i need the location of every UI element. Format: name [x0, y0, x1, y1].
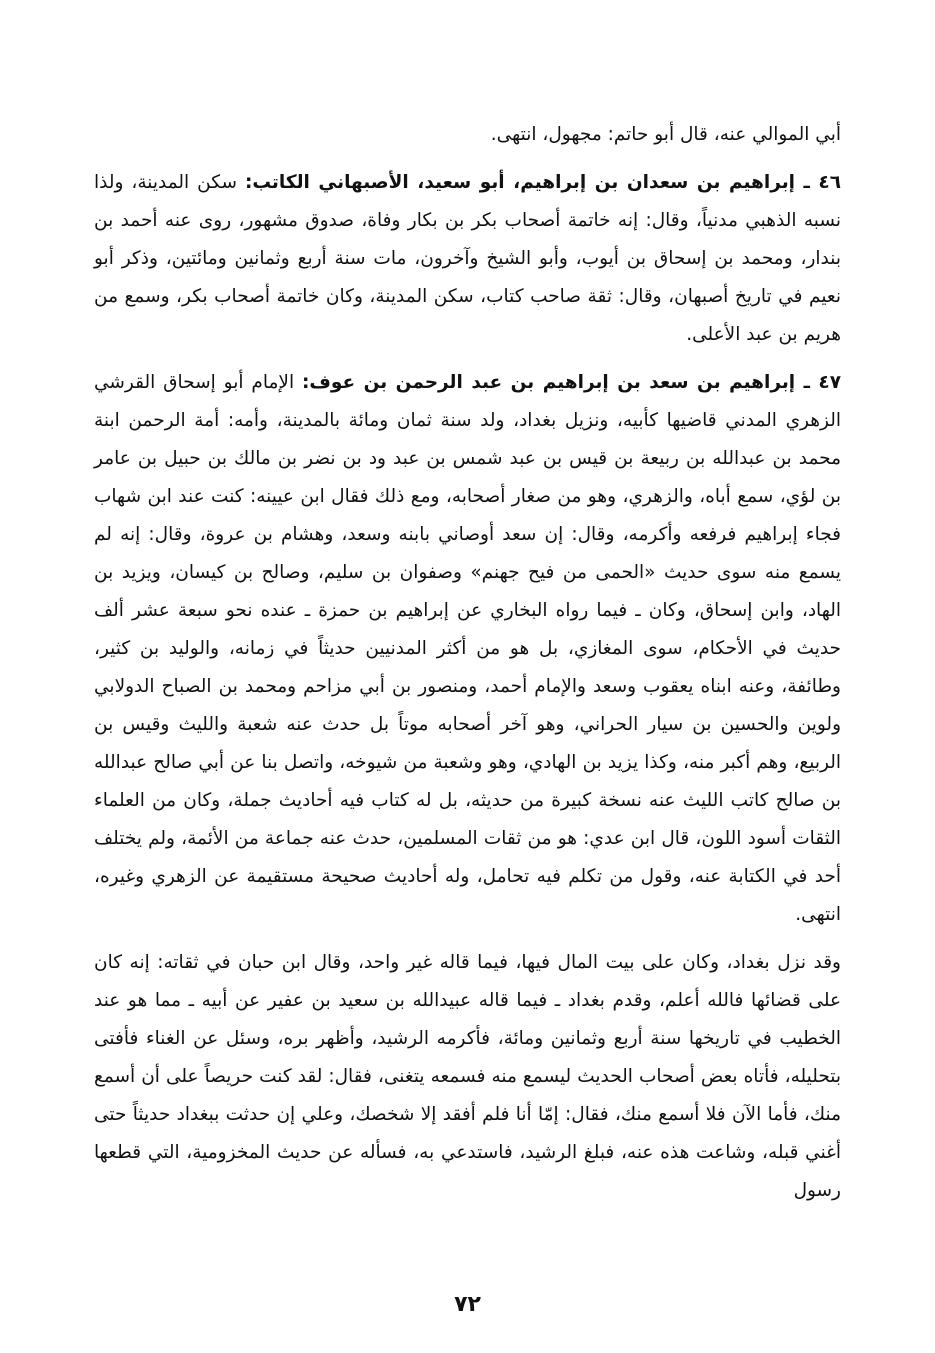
page-number: ٧٢ — [454, 1292, 481, 1317]
entry-46 — [94, 164, 841, 354]
paragraph-gap — [94, 934, 841, 944]
entry-text: سكن المدينة، ولذا نسبه الذهبي مدنياً، وقال: إنه خاتمة أصحاب بكر بن بكار وفاة، صدوق مشهور، روى عنه أحمد بن بندار، ومحمد بن إسحاق بن أيوب، وأبو الشيخ وآخرون، مات سنة أربع وثمانين ومائتين، وذكر أبو نعيم في تاريخ أصبهان، وقال: ثقة صاحب كتاب، سكن المدينة، وكان خاتمة أصحاب بكر، وسمع من هريم بن عبد الأعلى. — [94, 172, 841, 345]
entry-heading: ٤٦ ـ إبراهيم بن سعدان بن إبراهيم، أبو سعيد، الأصبهاني الكاتب: — [244, 172, 841, 193]
paragraph-text: أبي الموالي عنه، قال أبو حاتم: مجهول، انتهى. — [490, 124, 841, 145]
entry-heading: ٤٧ ـ إبراهيم بن سعد بن إبراهيم بن عبد الرحمن بن عوف: — [302, 372, 841, 393]
page-body — [94, 116, 841, 1210]
paragraph-text: وقد نزل بغداد، وكان على بيت المال فيها، فيما قاله غير واحد، وقال ابن حبان في ثقاته: إنه كان على قضائها فالله أعلم، وقدم بغداد ـ فيما قاله عبيدالله بن سعيد بن عفير عن أبيه ـ مما هو عند الخطيب في تاريخها سنة أربع وثمانين ومائة، فأكرمه الرشيد، وأظهر بره، وسئل عن الغناء فأفتى بتحليله، فأتاه بعض أصحاب الحديث ليسمع منه فسمعه يتغنى، فقال: لقد كنت حريصاً على أن أسمع منك، فأما الآن فلا أسمع منك، فقال: إمّا أنا فلم أفقد إلا شخصك، وعلي إن حدثت ببغداد حديثاً حتى أغني قبله، وشاعت هذه عنه، فبلغ الرشيد، فاستدعي به، فسأله عن حديث المخزومية، التي قطعها رسول — [94, 952, 841, 1201]
paragraph-gap — [94, 154, 841, 164]
paragraph-continuation — [94, 116, 841, 154]
paragraph-body — [94, 944, 841, 1210]
entry-text: الإمام أبو إسحاق القرشي الزهري المدني قاضيها كأبيه، ونزيل بغداد، ولد سنة ثمان ومائة بالمدينة، وأمه: أمة الرحمن ابنة محمد بن عبدالله بن ربيعة بن قيس بن عبد شمس بن عبد ود بن نضر بن مالك بن حبيل بن عامر بن لؤي، سمع أباه، والزهري، وهو من صغار أصحابه، ومع ذلك فقال ابن عيينه: كنت عند ابن شهاب فجاء إبراهيم فرفعه وأكرمه، وقال: إن سعد أوصاني بابنه وسعد، وهشام بن عروة، وقال: إنه لم يسمع منه سوى حديث «الحمى من فيح جهنم» وصفوان بن سليم، وصالح بن كيسان، ويزيد بن الهاد، وابن إسحاق، وكان ـ فيما رواه البخاري عن إبراهيم بن حمزة ـ عنده نحو سبعة عشر ألف حديث في الأحكام، سوى المغازي، بل هو من أكثر المدنيين حديثاً في زمانه، والوليد بن كثير، وطائفة، وعنه ابناه يعقوب وسعد والإمام أحمد، ومنصور بن أبي مزاحم ومحمد بن الصباح الدولابي ولوين والحسين بن سيار الحراني، وهو آخر أصحابه موتاً بل حدث عنه شعبة والليث وقيس بن الربيع، وهم أكبر منه، وكذا يزيد بن الهادي، وهو وشعبة من شيوخه، واتصل بنا عن أبي صالح عبدالله بن صالح كاتب الليث عنه نسخة كبيرة من حديثه، بل له كتاب فيه أحاديث جملة، وكان من العلماء الثقات أسود اللون، قال ابن عدي: هو من ثقات المسلمين، حدث عنه جماعة من الأئمة، ولم يختلف أحد في الكتابة عنه، وقول من تكلم فيه تحامل، وله أحاديث صحيحة مستقيمة عن الزهري وغيره، انتهى. — [94, 372, 841, 925]
paragraph-gap — [94, 354, 841, 364]
entry-47 — [94, 364, 841, 934]
